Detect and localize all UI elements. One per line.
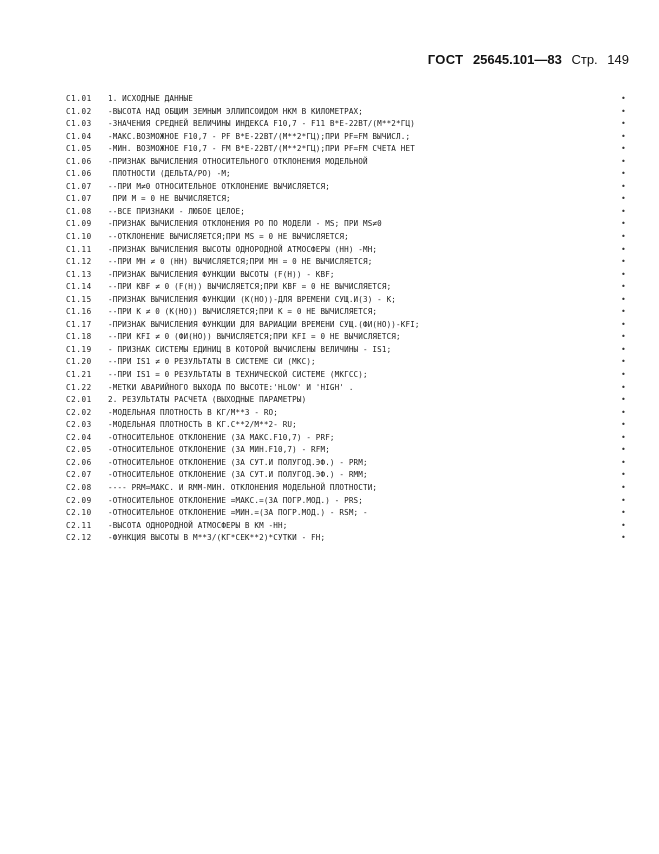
line-code: C2.03 [66, 420, 92, 430]
listing-line [66, 407, 626, 420]
continuation-mark: • [621, 395, 626, 405]
line-code: C1.09 [66, 219, 92, 229]
listing-line [66, 394, 626, 407]
line-text: ---- PRM=МАКС. И RMM-МИН. ОТКЛОНЕНИЯ МОДЕЛЬНОЙ ПЛОТНОСТИ; [108, 482, 378, 492]
listing-line [66, 344, 626, 357]
listing-line [66, 143, 626, 156]
line-text: ПЛОТНОСТИ (ДЕЛЬТА/РО) -М; [108, 169, 231, 179]
continuation-mark: • [621, 357, 626, 367]
continuation-mark: • [621, 181, 626, 191]
line-text: -ОТНОСИТЕЛЬНОЕ ОТКЛОНЕНИЕ (ЗА МИН.F10,7) - RFM; [108, 445, 330, 455]
continuation-mark: • [621, 457, 626, 467]
line-text: 2. РЕЗУЛЬТАТЫ РАСЧЕТА (ВЫХОДНЫЕ ПАРАМЕТРЫ) [108, 395, 307, 405]
line-text: -МЕТКИ АВАРИЙНОГО ВЫХОДА ПО ВЫСОТЕ:'НLOW' И 'НIGH' . [108, 382, 354, 392]
listing-line [66, 168, 626, 181]
line-text: -ПРИЗНАК ВЫЧИСЛЕНИЯ ФУНКЦИИ (К(НО))-ДЛЯ ВРЕМЕНИ СУЩ.И(3) - К; [108, 294, 397, 304]
continuation-mark: • [621, 119, 626, 129]
listing-line [66, 369, 626, 382]
line-text: --ПРИ МН ≠ 0 (НН) ВЫЧИСЛЯЕТСЯ;ПРИ МН = 0 НЕ ВЫЧИСЛЯЕТСЯ; [108, 257, 373, 267]
continuation-mark: • [621, 194, 626, 204]
line-text: -ПРИЗНАК ВЫЧИСЛЕНИЯ ОТНОСИТЕЛЬНОГО ОТКЛОНЕНИЯ МОДЕЛЬНОЙ [108, 156, 368, 166]
line-code: C2.07 [66, 470, 92, 480]
continuation-mark: • [621, 370, 626, 380]
line-text: -ВЫСОТА НАД ОБЩИМ ЗЕМНЫМ ЭЛЛИПСОИДОМ НКМ В КИЛОМЕТРАХ; [108, 106, 363, 116]
continuation-mark: • [621, 219, 626, 229]
line-code: C2.11 [66, 520, 92, 530]
line-text: -ЗНАЧЕНИЯ СРЕДНЕЙ ВЕЛИЧИНЫ ИНДЕКСА F10,7 - F11 В*Е-22ВТ/(М**2*ГЦ) [108, 119, 415, 129]
page-label: Стр. [571, 52, 598, 67]
listing-line [66, 382, 626, 395]
continuation-mark: • [621, 244, 626, 254]
continuation-mark: • [621, 420, 626, 430]
listing-line [66, 193, 626, 206]
line-code: C1.06 [66, 169, 92, 179]
line-text: -ОТНОСИТЕЛЬНОЕ ОТКЛОНЕНИЕ =МИН.=(ЗА ПОГР.МОД.) - RSM; - [108, 508, 368, 518]
line-code: C1.15 [66, 294, 92, 304]
line-code: C1.03 [66, 119, 92, 129]
line-code: C2.06 [66, 457, 92, 467]
line-code: C2.02 [66, 407, 92, 417]
continuation-mark: • [621, 520, 626, 530]
line-text: -ПРИЗНАК ВЫЧИСЛЕНИЯ ФУНКЦИИ ДЛЯ ВАРИАЦИИ ВРЕМЕНИ СУЩ.(ФИ(НО))-KFI; [108, 319, 420, 329]
listing-line [66, 495, 626, 508]
line-code: C1.17 [66, 319, 92, 329]
listing-line [66, 532, 626, 545]
standard-label: ГОСТ [427, 52, 464, 67]
line-text: -МОДЕЛЬНАЯ ПЛОТНОСТЬ В КГ.С**2/М**2- RU; [108, 420, 297, 430]
line-code: C1.07 [66, 194, 92, 204]
line-code: C1.19 [66, 344, 92, 354]
line-code: C1.04 [66, 131, 92, 141]
line-code: C1.05 [66, 144, 92, 154]
line-text: -ПРИЗНАК ВЫЧИСЛЕНИЯ ОТКЛОНЕНИЯ РО ПО МОДЕЛИ - MS; ПРИ MS≠0 [108, 219, 382, 229]
line-text: -МАКС.ВОЗМОЖНОЕ F10,7 - PF В*Е-22ВТ/(М**2*ГЦ);ПРИ PF=FM ВЫЧИСЛ.; [108, 131, 411, 141]
listing-line [66, 331, 626, 344]
line-code: C1.22 [66, 382, 92, 392]
listing-line [66, 106, 626, 119]
continuation-mark: • [621, 144, 626, 154]
continuation-mark: • [621, 332, 626, 342]
listing-line [66, 218, 626, 231]
listing-line [66, 206, 626, 219]
continuation-mark: • [621, 106, 626, 116]
line-code: C2.08 [66, 482, 92, 492]
line-code: C2.05 [66, 445, 92, 455]
continuation-mark: • [621, 294, 626, 304]
line-text: -ОТНОСИТЕЛЬНОЕ ОТКЛОНЕНИЕ (ЗА СУТ.И ПОЛУГОД.ЭФ.) - RMM; [108, 470, 368, 480]
continuation-mark: • [621, 282, 626, 292]
continuation-mark: • [621, 407, 626, 417]
line-code: C2.01 [66, 395, 92, 405]
line-text: -ПРИЗНАК ВЫЧИСЛЕНИЯ ВЫСОТЫ ОДНОРОДНОЙ АТМОСФЕРЫ (НН) -МН; [108, 244, 378, 254]
line-text: - ПРИЗНАК СИСТЕМЫ ЕДИНИЦ В КОТОРОЙ ВЫЧИСЛЕНЫ ВЕЛИЧИНЫ - IS1; [108, 344, 392, 354]
line-text: --ПРИ KFI ≠ 0 (ФИ(НО)) ВЫЧИСЛЯЕТСЯ;ПРИ KFI = 0 НЕ ВЫЧИСЛЯЕТСЯ; [108, 332, 401, 342]
line-code: C1.16 [66, 307, 92, 317]
line-code: C2.04 [66, 432, 92, 442]
line-text: --ПРИ М≠0 ОТНОСИТЕЛЬНОЕ ОТКЛОНЕНИЕ ВЫЧИСЛЯЕТСЯ; [108, 181, 330, 191]
continuation-mark: • [621, 206, 626, 216]
listing-line [66, 444, 626, 457]
line-text: 1. ИСХОДНЫЕ ДАННЫЕ [108, 94, 193, 103]
standard-number: 25645.101—83 [472, 52, 562, 67]
line-code: C1.11 [66, 244, 92, 254]
listing-line [66, 118, 626, 131]
line-text: --ПРИ IS1 = 0 РЕЗУЛЬТАТЫ В ТЕХНИЧЕСКОЙ СИСТЕМЕ (МКГСС); [108, 370, 368, 380]
line-text: --ПРИ К ≠ 0 (К(НО)) ВЫЧИСЛЯЕТСЯ;ПРИ К = 0 НЕ ВЫЧИСЛЯЕТСЯ; [108, 307, 378, 317]
line-code: C1.10 [66, 232, 92, 242]
listing-line [66, 181, 626, 194]
listing-line [66, 507, 626, 520]
line-code: C2.12 [66, 533, 92, 543]
line-text: -МОДЕЛЬНАЯ ПЛОТНОСТЬ В КГ/М**3 - RO; [108, 407, 278, 417]
listing-line [66, 520, 626, 533]
line-text: ПРИ М = 0 НЕ ВЫЧИСЛЯЕТСЯ; [108, 194, 231, 204]
listing-line [66, 482, 626, 495]
listing-line [66, 244, 626, 257]
page-header [428, 52, 629, 67]
continuation-mark: • [621, 495, 626, 505]
continuation-mark: • [621, 344, 626, 354]
continuation-mark: • [621, 508, 626, 518]
continuation-mark: • [621, 232, 626, 242]
continuation-mark: • [621, 319, 626, 329]
line-text: -ОТНОСИТЕЛЬНОЕ ОТКЛОНЕНИЕ (ЗА МАКС.F10,7) - PRF; [108, 432, 335, 442]
continuation-mark: • [621, 445, 626, 455]
continuation-mark: • [621, 382, 626, 392]
continuation-mark: • [621, 257, 626, 267]
listing-line [66, 281, 626, 294]
line-code: C1.06 [66, 156, 92, 166]
listing-line [66, 469, 626, 482]
line-text: -ОТНОСИТЕЛЬНОЕ ОТКЛОНЕНИЕ (ЗА СУТ.И ПОЛУГОД.ЭФ.) - PRM; [108, 457, 368, 467]
listing-line [66, 457, 626, 470]
code-listing [66, 93, 626, 545]
line-code: C1.08 [66, 206, 92, 216]
continuation-mark: • [621, 307, 626, 317]
continuation-mark: • [621, 156, 626, 166]
line-code: C1.12 [66, 257, 92, 267]
continuation-mark: • [621, 470, 626, 480]
listing-line [66, 306, 626, 319]
listing-line [66, 269, 626, 282]
listing-line [66, 231, 626, 244]
listing-line [66, 419, 626, 432]
listing-line [66, 93, 626, 106]
line-code: C1.13 [66, 269, 92, 279]
listing-line [66, 294, 626, 307]
continuation-mark: • [621, 169, 626, 179]
line-text: --ВСЕ ПРИЗНАКИ - ЛЮБОЕ ЦЕЛОЕ; [108, 206, 245, 216]
listing-line [66, 356, 626, 369]
line-text: -ВЫСОТА ОДНОРОДНОЙ АТМОСФЕРЫ В КМ -НН; [108, 520, 288, 530]
line-code: C1.02 [66, 106, 92, 116]
line-code: C1.07 [66, 181, 92, 191]
page-number: 149 [607, 52, 629, 67]
line-code: C2.09 [66, 495, 92, 505]
line-text: --ОТКЛОНЕНИЕ ВЫЧИСЛЯЕТСЯ;ПРИ MS = 0 НЕ ВЫЧИСЛЯЕТСЯ; [108, 232, 349, 242]
listing-line [66, 156, 626, 169]
listing-line [66, 319, 626, 332]
line-code: C1.01 [66, 94, 92, 103]
line-code: C1.21 [66, 370, 92, 380]
line-text: -МИН. ВОЗМОЖНОЕ F10,7 - FM В*Е-22ВТ/(М**2*ГЦ);ПРИ PF=FM СЧЕТА НЕТ [108, 144, 415, 154]
line-code: C1.14 [66, 282, 92, 292]
line-code: C1.18 [66, 332, 92, 342]
continuation-mark: • [621, 432, 626, 442]
continuation-mark: • [621, 269, 626, 279]
continuation-mark: • [621, 131, 626, 141]
line-code: C2.10 [66, 508, 92, 518]
line-text: -ОТНОСИТЕЛЬНОЕ ОТКЛОНЕНИЕ =МАКС.=(ЗА ПОГР.МОД.) - PRS; [108, 495, 363, 505]
continuation-mark: • [621, 533, 626, 543]
continuation-mark: • [621, 482, 626, 492]
line-text: -ПРИЗНАК ВЫЧИСЛЕНИЯ ФУНКЦИИ ВЫСОТЫ (F(Н)) - KBF; [108, 269, 335, 279]
continuation-mark: • [621, 94, 626, 103]
line-text: --ПРИ IS1 ≠ 0 РЕЗУЛЬТАТЫ В СИСТЕМЕ СИ (МКС); [108, 357, 316, 367]
line-text: --ПРИ KBF ≠ 0 (F(Н)) ВЫЧИСЛЯЕТСЯ;ПРИ KBF = 0 НЕ ВЫЧИСЛЯЕТСЯ; [108, 282, 392, 292]
line-text: -ФУНКЦИЯ ВЫСОТЫ В М**3/(КГ*СЕК**2)*СУТКИ - FН; [108, 533, 326, 543]
listing-line [66, 432, 626, 445]
listing-line [66, 256, 626, 269]
listing-line [66, 131, 626, 144]
line-code: C1.20 [66, 357, 92, 367]
